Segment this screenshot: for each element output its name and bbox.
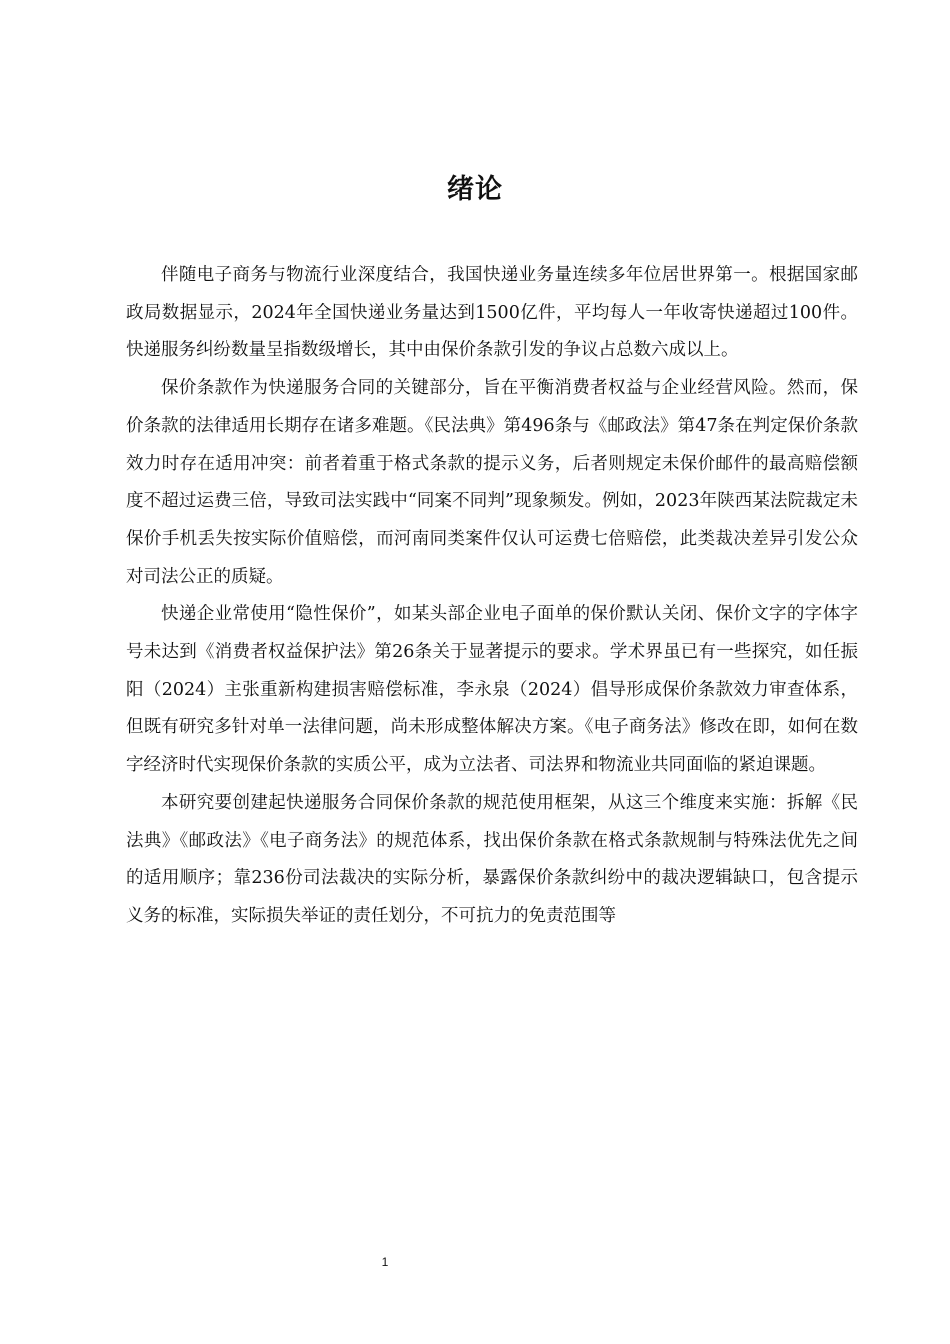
body-text bbox=[126, 257, 858, 936]
page-number: 1 bbox=[381, 1255, 389, 1269]
paragraph-1: 伴随电子商务与物流行业深度结合，我国快递业务量连续多年位居世界第一。根据国家邮政局数据显示，2024年全国快递业务量达到1500亿件，平均每人一年收寄快递超过100件。快递服务纠纷数量呈指数级增长，其中由保价条款引发的争议占总数六成以上。 bbox=[126, 265, 858, 361]
paragraph-3: 快递企业常使用“隐性保价”，如某头部企业电子面单的保价默认关闭、保价文字的字体字号未达到《消费者权益保护法》第26条关于显著提示的要求。学术界虽已有一些探究，如任振阳（2024）主张重新构建损害赔偿标准，李永泉（2024）倡导形成保价条款效力审查体系，但既有研究多针对单一法律问题，尚未形成整体解决方案。《电子商务法》修改在即，如何在数字经济时代实现保价条款的实质公平，成为立法者、司法界和物流业共同面临的紧迫课题。 bbox=[126, 604, 858, 776]
paragraph-2: 保价条款作为快递服务合同的关键部分，旨在平衡消费者权益与企业经营风险。然而，保价条款的法律适用长期存在诸多难题。《民法典》第496条与《邮政法》第47条在判定保价条款效力时存在适用冲突：前者着重于格式条款的提示义务，后者则规定未保价邮件的最高赔偿额度不超过运费三倍，导致司法实践中“同案不同判”现象频发。例如，2023年陕西某法院裁定未保价手机丢失按实际价值赔偿，而河南同类案件仅认可运费七倍赔偿，此类裁决差异引发公众对司法公正的质疑。 bbox=[126, 378, 858, 587]
chapter-title: 绪论 bbox=[447, 174, 503, 205]
paragraph-4: 本研究要创建起快递服务合同保价条款的规范使用框架，从这三个维度来实施：拆解《民法典》《邮政法》《电子商务法》的规范体系，找出保价条款在格式条款规制与特殊法优先之间的适用顺序；靠236份司法裁决的实际分析，暴露保价条款纠纷中的裁决逻辑缺口，包含提示义务的标准，实际损失举证的责任划分，不可抗力的免责范围等 bbox=[126, 792, 858, 926]
